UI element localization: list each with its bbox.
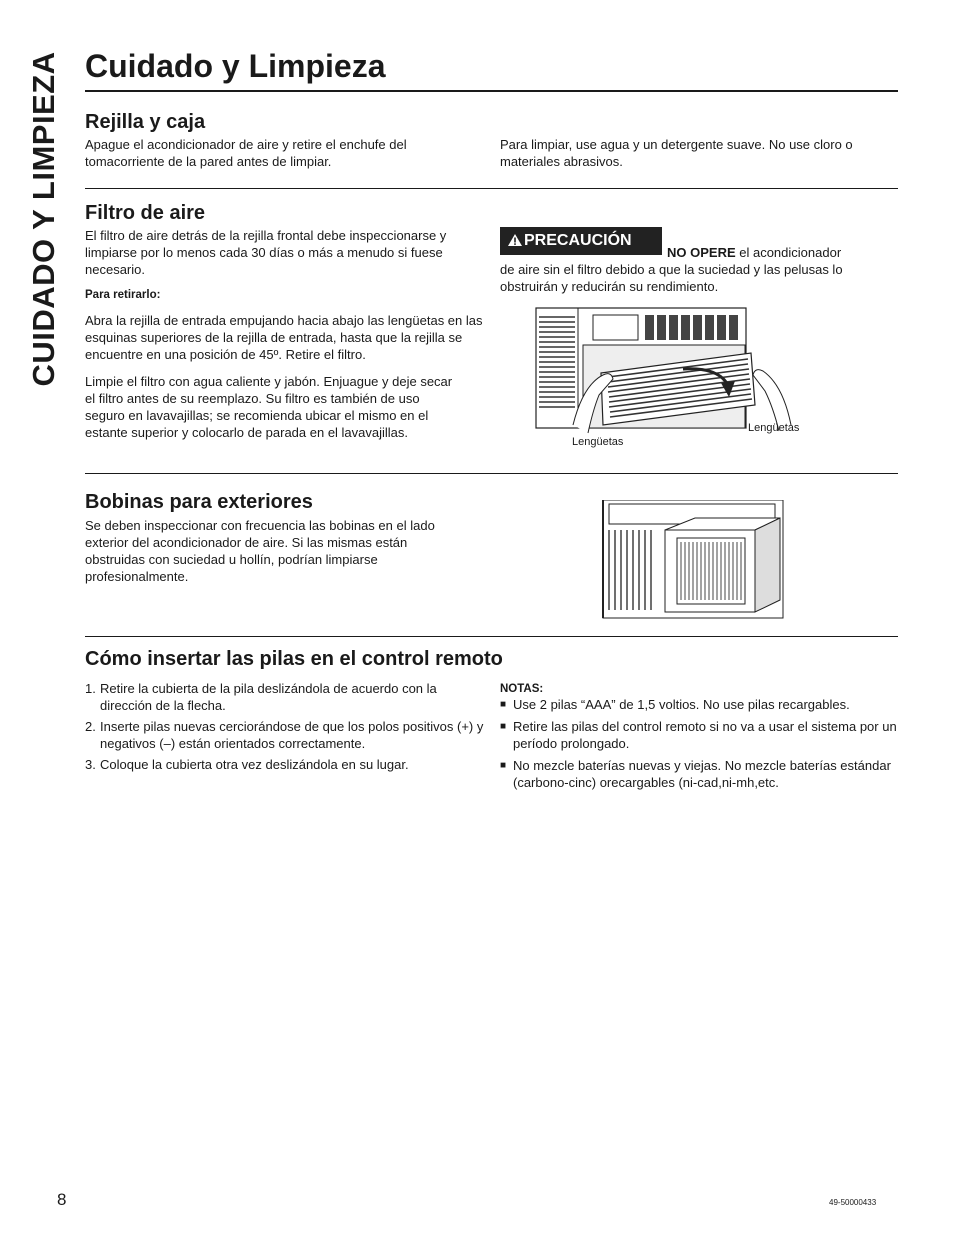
list-item: 2. Inserte pilas nuevas cerciorándose de que los polos positivos (+) y negativos (–) están orientados correctamente. (85, 719, 484, 751)
filtro-para2: Abra la rejilla de entrada empujando hacia abajo las lengüetas en las esquinas superiores de la rejilla de entrada, hasta que la rejilla se encuentre en una posición de 45º. Retire el filtro. (85, 313, 483, 362)
section-title-pilas: Cómo insertar las pilas en el control remoto (85, 648, 503, 670)
warning-icon (508, 234, 522, 246)
caution-text-rest: de aire sin el filtro debido a que la suciedad y las pelusas lo obstruirán y reducirán su rendimiento. (500, 262, 843, 294)
section-title-rejilla: Rejilla y caja (85, 111, 206, 133)
caution-badge (500, 227, 662, 255)
list-item: ■ Retire las pilas del control remoto si no va a usar el sistema por un período prolongado. (500, 719, 897, 751)
battery-steps-list (85, 680, 485, 777)
page-number: 8 (57, 1190, 67, 1209)
bullet-icon: ■ (500, 721, 507, 732)
caution-text-line1: el acondicionador (735, 245, 842, 260)
list-item: 1. Retire la cubierta de la pila deslizándola de acuerdo con la dirección de la flecha. (85, 681, 437, 713)
caution-line1 (667, 244, 841, 261)
section-divider (85, 473, 898, 474)
list-item: ■ Use 2 pilas “AAA” de 1,5 voltios. No use pilas recargables. (500, 697, 850, 712)
bullet-icon: ■ (500, 760, 507, 771)
notes-list (500, 696, 900, 796)
page-title: Cuidado y Limpieza (85, 48, 386, 84)
section-divider (85, 188, 898, 189)
outdoor-coils-illustration (595, 500, 790, 620)
filtro-subheading: Para retirarlo: (85, 289, 161, 301)
side-tab (22, 52, 66, 386)
rejilla-right-text: Para limpiar, use agua y un detergente suave. No use cloro o materiales abrasivos. (500, 137, 853, 169)
section-title-bobinas: Bobinas para exteriores (85, 491, 313, 513)
list-item: 3. Coloque la cubierta otra vez deslizándola en su lugar. (85, 757, 409, 772)
section-divider (85, 636, 898, 637)
label-lenguetas-right: Lengüetas (748, 422, 800, 434)
title-rule (85, 90, 898, 92)
section-title-filtro: Filtro de aire (85, 202, 206, 224)
caution-bold: NO OPERE (667, 245, 736, 260)
caution-label: PRECAUCIÓN (524, 232, 632, 249)
bullet-icon: ■ (500, 699, 507, 710)
filter-removal-illustration (533, 305, 833, 435)
filtro-para3: Limpie el filtro con agua caliente y jabón. Enjuague y deje secar el filtro antes de su reemplazo. Su filtro es también de uso seguro en lavavajillas; se recomienda ubicar el mismo en el estante superior y colocarlo de parada en el lavavajillas. (85, 374, 453, 440)
rejilla-left-text: Apague el acondicionador de aire y retire el enchufe del tomacorriente de la pared antes de limpiar. (85, 137, 407, 169)
notes-title: NOTAS: (500, 683, 544, 695)
filtro-para1: El filtro de aire detrás de la rejilla frontal debe inspeccionarse y limpiarse por lo menos cada 30 días o más a menudo si fuese necesario. (85, 228, 447, 277)
document-number: 49-50000433 (829, 1198, 877, 1207)
side-tab-label: CUIDADO Y LIMPIEZA (26, 51, 61, 387)
label-lenguetas-left: Lengüetas (572, 436, 624, 448)
bobinas-text: Se deben inspeccionar con frecuencia las bobinas en el lado exterior del acondicionador de aire. Si las mismas están obstruidas con suciedad u hollín, podrían limpiarse profesionalmente. (85, 518, 435, 584)
list-item: ■ No mezcle baterías nuevas y viejas. No mezcle baterías estándar (carbono-cinc) orecargables (ni-cad,ni-mh,etc. (500, 758, 891, 790)
